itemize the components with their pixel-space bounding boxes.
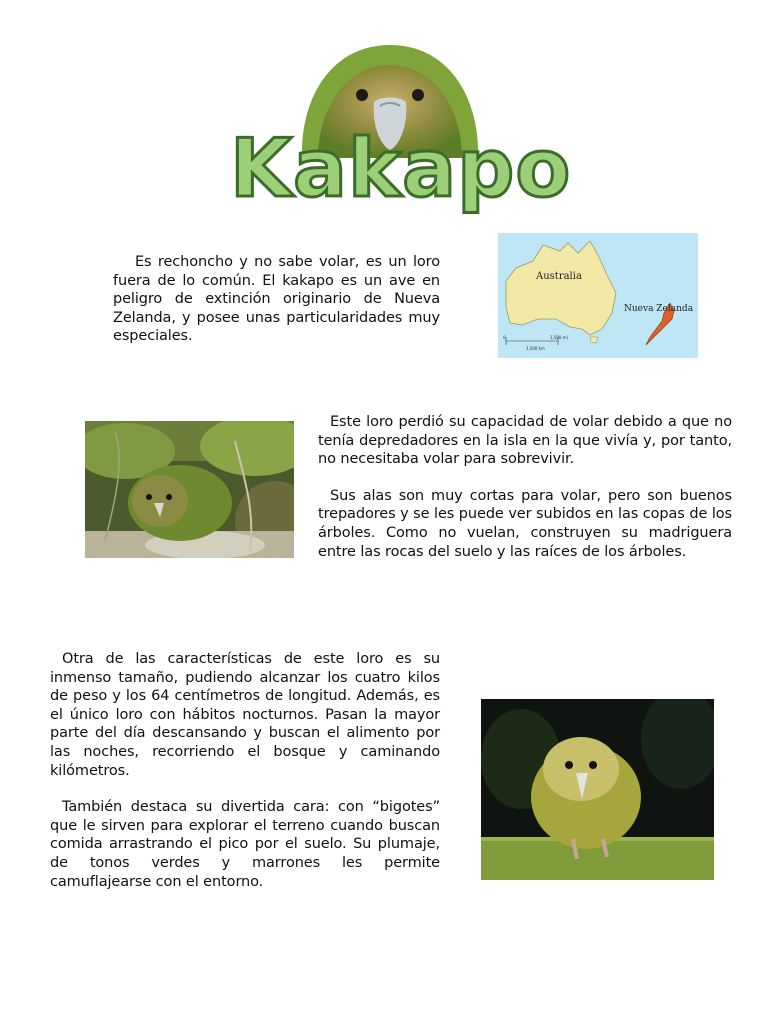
map-scale-km: 1,500 km xyxy=(526,346,545,351)
page-title: Kakapo xyxy=(230,122,572,215)
section3-text xyxy=(50,650,440,891)
kakapo-bush-photo xyxy=(85,421,294,558)
map-image xyxy=(498,233,698,358)
section3-paragraph-1: Otra de las características de este loro es su inmenso tamaño, pudiendo alcanzar los cuatro kilos de peso y los 64 centímetros de longitud. Además, es el único loro con hábitos nocturnos. Pasan la mayor parte del día descansando y buscan el alimento por las noches, recorriendo el bosque y caminando kilómetros. xyxy=(50,651,440,779)
kakapo-night-photo xyxy=(481,699,714,880)
intro-paragraph: Es rechoncho y no sabe volar, es un loro fuera de lo común. El kakapo es un ave en peligro de extinción originario de Nueva Zelanda, y posee unas particularidades muy especiales. xyxy=(113,254,440,345)
map-label-nz xyxy=(624,304,694,314)
section2-paragraph-2: Sus alas son muy cortas para volar, pero son buenos trepadores y se les puede ver subidos en las copas de los árboles. Como no vuelan, construyen su madriguera entre las rocas del suelo y las raíces de los árboles. xyxy=(318,487,732,560)
section2-text xyxy=(318,413,732,561)
map-scale-mi: 1,500 mi xyxy=(550,335,568,340)
map-label-nz-text: Nueva Zelanda xyxy=(624,304,694,314)
map-scale-zero: 0 xyxy=(503,335,506,340)
title-block xyxy=(230,40,572,215)
map-label-australia: Australia xyxy=(536,271,582,282)
section3-paragraph-2: También destaca su divertida cara: con “bigotes” que le sirven para explorar el terreno cuando buscan comida arrastrando el pico por el suelo. Su plumaje, de tonos verdes y marrones les permite camuflajearse con el entorno. xyxy=(50,799,440,890)
section2-paragraph-1: Este loro perdió su capacidad de volar debido a que no tenía depredadores en la isla en la que vivía y, por tanto, no necesitaba volar para sobrevivir. xyxy=(318,414,732,468)
